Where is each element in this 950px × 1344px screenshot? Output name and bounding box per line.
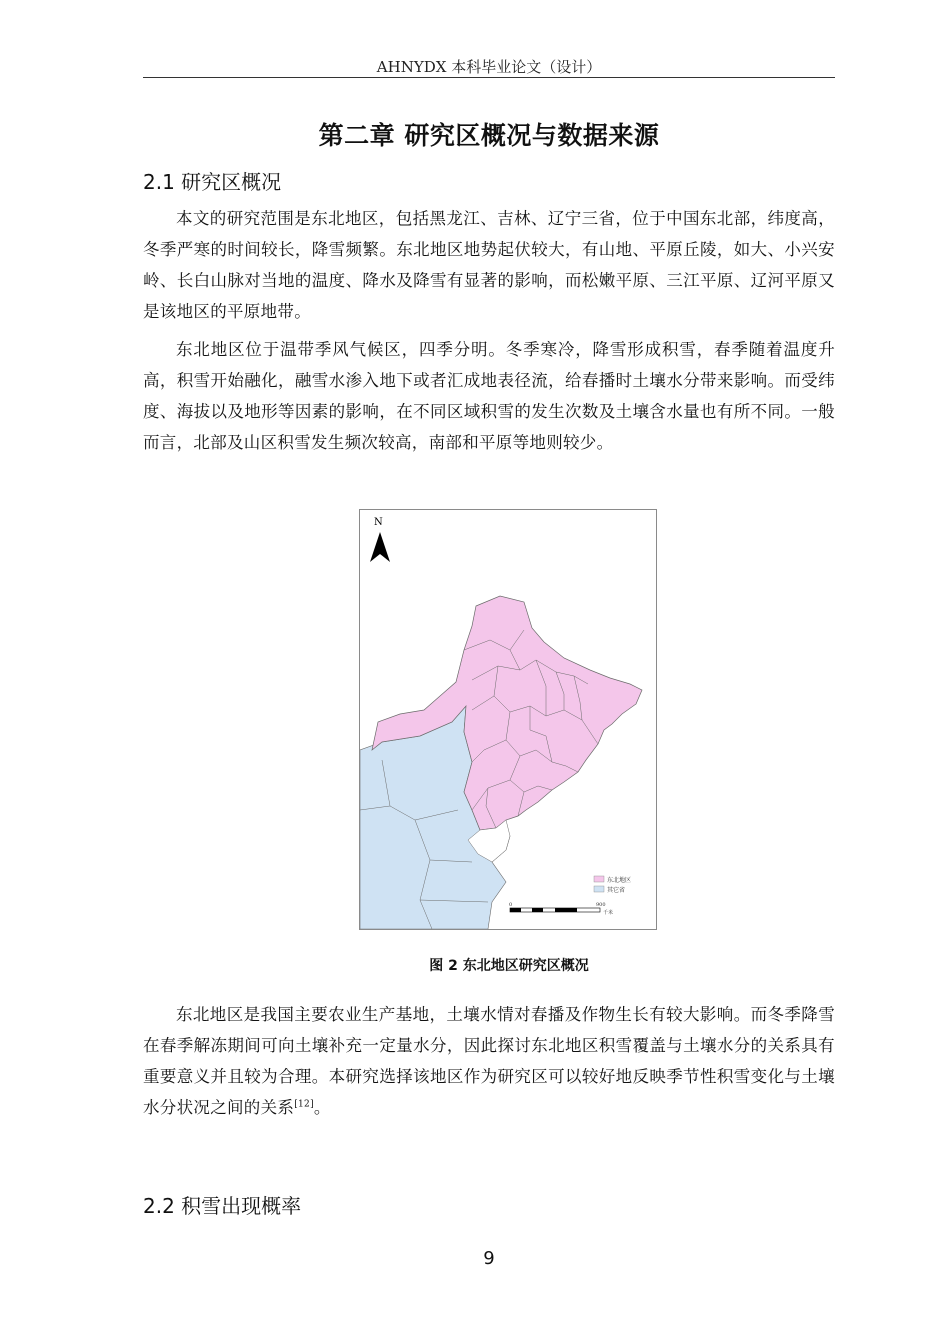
running-header: AHNYDX 本科毕业论文（设计）	[376, 58, 602, 76]
scale-start-label: 0	[509, 902, 513, 908]
figure-caption: 图 2 东北地区研究区概况	[429, 958, 589, 974]
paragraph-study-area: 本文的研究范围是东北地区，包括黑龙江、吉林、辽宁三省，位于中国东北部，纬度高，冬季严寒的时间较长，降雪频繁。东北地区地势起伏较大，有山地、平原丘陵，如大、小兴安岭、长白山脉对当地的温度、降水及降雪有显著的影响，而松嫩平原、三江平原、辽河平原又是该地区的平原地带。	[143, 209, 835, 321]
paragraph-significance	[143, 999, 835, 1123]
legend-swatch-other	[594, 886, 604, 892]
paragraph-climate: 东北地区位于温带季风气候区，四季分明。冬季寒冷，降雪形成积雪，春季随着温度升高，积雪开始融化，融雪水渗入地下或者汇成地表径流，给春播时土壤水分带来影响。而受纬度、海拔以及地形等因素的影响，在不同区域积雪的发生次数及土壤含水量也有所不同。一般而言，北部及山区积雪发生频次较高，南部和平原等地则较少。	[143, 340, 835, 452]
section-title-2-2: 2.2 积雪出现概率	[143, 1194, 302, 1218]
page-number: 9	[483, 1248, 495, 1269]
legend-swatch-region	[594, 876, 604, 882]
header-rule	[143, 77, 835, 78]
citation-marker[interactable]: [12]	[294, 1099, 314, 1110]
legend-label-other: 其它省	[607, 887, 626, 894]
study-area-map	[359, 509, 657, 930]
north-label: N	[374, 517, 383, 528]
scale-unit-label: 千米	[603, 910, 614, 916]
legend-label-region: 东北地区	[607, 877, 632, 884]
scale-end-label: 900	[596, 902, 606, 908]
scale-bar	[510, 908, 600, 912]
chapter-title: 第二章 研究区概况与数据来源	[318, 121, 660, 150]
section-title-2-1: 2.1 研究区概况	[143, 170, 282, 194]
north-arrow-icon	[370, 532, 390, 562]
paragraph-significance-end: 。	[313, 1098, 331, 1117]
map-svg	[360, 510, 656, 929]
paragraph-significance-text: 东北地区是我国主要农业生产基地，土壤水情对春播及作物生长有较大影响。而冬季降雪在春季解冻期间可向土壤补充一定量水分，因此探讨东北地区积雪覆盖与土壤水分的关系具有重要意义并且较为合理。本研究选择该地区作为研究区可以较好地反映季节性积雪变化与土壤水分状况之间的关系	[143, 1005, 835, 1117]
